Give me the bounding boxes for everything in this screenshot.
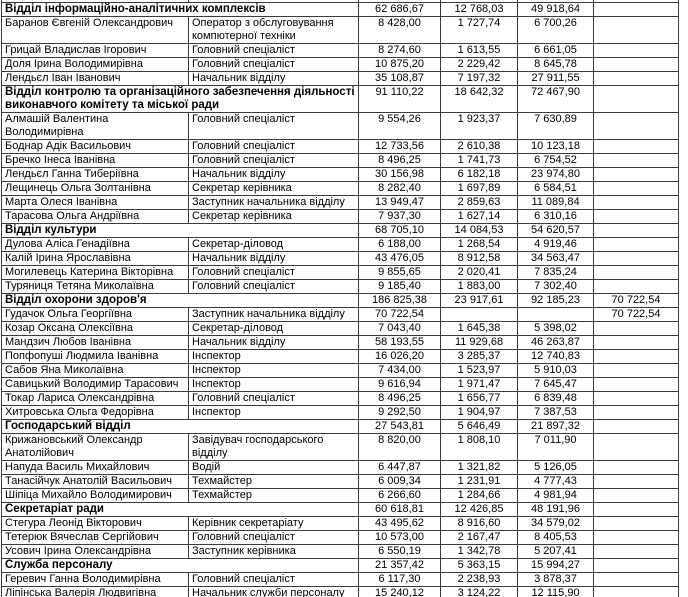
table-row bbox=[2, 280, 679, 294]
employee-position: Секретар керівника bbox=[189, 210, 359, 224]
employee-name: Лендьєл Ганна Тиберіївна bbox=[2, 168, 189, 182]
amount-cell: 35 108,87 bbox=[359, 72, 441, 86]
amount-cell: 6 182,18 bbox=[441, 168, 518, 182]
amount-cell: 9 616,94 bbox=[359, 378, 441, 392]
amount-cell: 6 754,52 bbox=[518, 154, 594, 168]
table-row bbox=[2, 266, 679, 280]
employee-position: Секретар керівника bbox=[189, 182, 359, 196]
amount-cell: 1 645,38 bbox=[441, 322, 518, 336]
amount-cell: 12 426,85 bbox=[441, 503, 518, 517]
amount-cell: 7 011,90 bbox=[518, 434, 594, 461]
table-row bbox=[2, 392, 679, 406]
amount-cell bbox=[594, 58, 679, 72]
amount-cell: 54 620,57 bbox=[518, 224, 594, 238]
employee-position: Головний спеціаліст bbox=[189, 44, 359, 58]
amount-cell: 21 897,32 bbox=[518, 420, 594, 434]
amount-cell bbox=[594, 266, 679, 280]
amount-cell: 1 923,37 bbox=[441, 113, 518, 140]
employee-name: Шіпіца Михайло Володимирович bbox=[2, 489, 189, 503]
section-title: Господарський відділ bbox=[2, 420, 359, 434]
amount-cell: 1 656,77 bbox=[441, 392, 518, 406]
amount-cell bbox=[594, 322, 679, 336]
amount-cell: 6 266,60 bbox=[359, 489, 441, 503]
table-row bbox=[2, 58, 679, 72]
amount-cell bbox=[594, 378, 679, 392]
employee-name: Савицький Володимир Тарасович bbox=[2, 378, 189, 392]
employee-name: Крижановський Олександр Анатолійович bbox=[2, 434, 189, 461]
employee-name: Хитровська Ольга Федорівна bbox=[2, 406, 189, 420]
employee-position: Інспектор bbox=[189, 364, 359, 378]
amount-cell bbox=[594, 72, 679, 86]
amount-cell: 43 495,62 bbox=[359, 517, 441, 531]
employee-position: Інспектор bbox=[189, 350, 359, 364]
amount-cell bbox=[594, 336, 679, 350]
amount-cell: 6 700,26 bbox=[518, 17, 594, 44]
amount-cell: 3 878,37 bbox=[518, 573, 594, 587]
table-row bbox=[2, 182, 679, 196]
amount-cell bbox=[594, 475, 679, 489]
amount-cell bbox=[594, 3, 679, 17]
amount-cell: 9 855,65 bbox=[359, 266, 441, 280]
amount-cell: 9 554,26 bbox=[359, 113, 441, 140]
employee-position: Головний спеціаліст bbox=[189, 140, 359, 154]
amount-cell bbox=[594, 392, 679, 406]
amount-cell: 27 911,55 bbox=[518, 72, 594, 86]
amount-cell bbox=[594, 503, 679, 517]
amount-cell: 21 357,42 bbox=[359, 559, 441, 573]
table-row bbox=[2, 475, 679, 489]
employee-name: Козар Оксана Олексіївна bbox=[2, 322, 189, 336]
amount-cell bbox=[594, 252, 679, 266]
employee-name: Лещинець Ольга Золтанівна bbox=[2, 182, 189, 196]
amount-cell: 72 467,90 bbox=[518, 86, 594, 113]
employee-position: Оператор з обслуговування компютерної техніки bbox=[189, 17, 359, 44]
employee-name: Токар Лариса Олександрівна bbox=[2, 392, 189, 406]
employee-position: Секретар-діловод bbox=[189, 238, 359, 252]
amount-cell: 92 185,23 bbox=[518, 294, 594, 308]
amount-cell: 10 875,20 bbox=[359, 58, 441, 72]
amount-cell: 1 321,82 bbox=[441, 461, 518, 475]
table-row bbox=[2, 545, 679, 559]
employee-position: Заступник начальника відділу bbox=[189, 308, 359, 322]
employee-position: Начальник відділу bbox=[189, 168, 359, 182]
employee-name: Геревич Ганна Володимирівна bbox=[2, 573, 189, 587]
employee-name: Доля Ірина Володимирівна bbox=[2, 58, 189, 72]
employee-name: Марта Олеся Іванівна bbox=[2, 196, 189, 210]
table-row bbox=[2, 113, 679, 140]
employee-name: Напуда Василь Михайлович bbox=[2, 461, 189, 475]
amount-cell bbox=[594, 545, 679, 559]
amount-cell: 10 573,00 bbox=[359, 531, 441, 545]
table-row bbox=[2, 489, 679, 503]
amount-cell: 1 231,91 bbox=[441, 475, 518, 489]
amount-cell: 11 929,68 bbox=[441, 336, 518, 350]
amount-cell: 8 645,78 bbox=[518, 58, 594, 72]
table-row bbox=[2, 531, 679, 545]
table-row bbox=[2, 44, 679, 58]
amount-cell bbox=[594, 168, 679, 182]
amount-cell: 7 043,40 bbox=[359, 322, 441, 336]
employee-position: Начальник відділу bbox=[189, 252, 359, 266]
amount-cell: 1 883,00 bbox=[441, 280, 518, 294]
amount-cell: 16 026,20 bbox=[359, 350, 441, 364]
employee-position: Техмайстер bbox=[189, 489, 359, 503]
amount-cell: 3 124,22 bbox=[441, 587, 518, 597]
amount-cell: 2 238,93 bbox=[441, 573, 518, 587]
section-title: Відділ контролю та організаційного забезпечення діяльності виконавчого комітету та міської ради bbox=[2, 86, 359, 113]
employee-position: Завідувач господарського відділу bbox=[189, 434, 359, 461]
amount-cell bbox=[594, 196, 679, 210]
amount-cell: 2 167,47 bbox=[441, 531, 518, 545]
employee-name: Могилевець Катерина Вікторівна bbox=[2, 266, 189, 280]
amount-cell: 7 835,24 bbox=[518, 266, 594, 280]
amount-cell: 12 115,90 bbox=[518, 587, 594, 597]
employee-position: Головний спеціаліст bbox=[189, 154, 359, 168]
amount-cell: 15 240,12 bbox=[359, 587, 441, 597]
amount-cell bbox=[594, 86, 679, 113]
amount-cell: 7 434,00 bbox=[359, 364, 441, 378]
amount-cell: 62 686,67 bbox=[359, 3, 441, 17]
table-row bbox=[2, 252, 679, 266]
table-row bbox=[2, 350, 679, 364]
amount-cell: 1 808,10 bbox=[441, 434, 518, 461]
employee-position: Заступник керівника bbox=[189, 545, 359, 559]
employee-name: Дулова Аліса Генадіївна bbox=[2, 238, 189, 252]
amount-cell: 8 820,00 bbox=[359, 434, 441, 461]
table-row bbox=[2, 322, 679, 336]
employee-name: Стегура Леонід Вікторович bbox=[2, 517, 189, 531]
amount-cell: 8 282,40 bbox=[359, 182, 441, 196]
table-row bbox=[2, 72, 679, 86]
amount-cell: 9 185,40 bbox=[359, 280, 441, 294]
amount-cell: 4 981,94 bbox=[518, 489, 594, 503]
amount-cell: 23 917,61 bbox=[441, 294, 518, 308]
amount-cell: 12 740,83 bbox=[518, 350, 594, 364]
section-row bbox=[2, 86, 679, 113]
amount-cell: 5 910,03 bbox=[518, 364, 594, 378]
amount-cell: 1 268,54 bbox=[441, 238, 518, 252]
employee-position: Інспектор bbox=[189, 378, 359, 392]
amount-cell: 4 777,43 bbox=[518, 475, 594, 489]
amount-cell: 11 089,84 bbox=[518, 196, 594, 210]
employee-name: Тетерюк Вячеслав Сергійович bbox=[2, 531, 189, 545]
section-title: Відділ охорони здоров'я bbox=[2, 294, 359, 308]
employee-position: Секретар-діловод bbox=[189, 322, 359, 336]
employee-name: Грицай Владислав Ігорович bbox=[2, 44, 189, 58]
amount-cell bbox=[594, 517, 679, 531]
amount-cell: 7 302,40 bbox=[518, 280, 594, 294]
table-row bbox=[2, 17, 679, 44]
amount-cell: 6 310,16 bbox=[518, 210, 594, 224]
amount-cell: 18 642,32 bbox=[441, 86, 518, 113]
employee-position: Головний спеціаліст bbox=[189, 392, 359, 406]
amount-cell: 3 285,37 bbox=[441, 350, 518, 364]
amount-cell: 1 284,66 bbox=[441, 489, 518, 503]
amount-cell bbox=[594, 587, 679, 597]
amount-cell: 1 523,97 bbox=[441, 364, 518, 378]
amount-cell: 9 292,50 bbox=[359, 406, 441, 420]
amount-cell: 23 974,80 bbox=[518, 168, 594, 182]
amount-cell: 1 613,55 bbox=[441, 44, 518, 58]
amount-cell: 6 661,05 bbox=[518, 44, 594, 58]
amount-cell: 5 646,49 bbox=[441, 420, 518, 434]
amount-cell bbox=[594, 182, 679, 196]
amount-cell: 5 398,02 bbox=[518, 322, 594, 336]
employee-position: Головний спеціаліст bbox=[189, 531, 359, 545]
amount-cell: 4 919,46 bbox=[518, 238, 594, 252]
section-title: Служба персоналу bbox=[2, 559, 359, 573]
employee-name: Алмашій Валентина Володимирівна bbox=[2, 113, 189, 140]
amount-cell bbox=[594, 210, 679, 224]
amount-cell: 27 543,81 bbox=[359, 420, 441, 434]
amount-cell: 48 191,96 bbox=[518, 503, 594, 517]
amount-cell bbox=[594, 559, 679, 573]
amount-cell: 70 722,54 bbox=[359, 308, 441, 322]
amount-cell: 2 020,41 bbox=[441, 266, 518, 280]
table-row bbox=[2, 573, 679, 587]
employee-position: Водій bbox=[189, 461, 359, 475]
amount-cell bbox=[594, 238, 679, 252]
employee-name: Попфопуші Людмила Іванівна bbox=[2, 350, 189, 364]
amount-cell: 6 447,87 bbox=[359, 461, 441, 475]
employee-position: Начальник відділу bbox=[189, 72, 359, 86]
employee-position: Заступник начальника відділу bbox=[189, 196, 359, 210]
amount-cell bbox=[594, 420, 679, 434]
employee-name: Мандзич Любов Іванівна bbox=[2, 336, 189, 350]
amount-cell: 6 584,51 bbox=[518, 182, 594, 196]
amount-cell: 6 117,30 bbox=[359, 573, 441, 587]
amount-cell: 70 722,54 bbox=[594, 294, 679, 308]
section-title: Секретаріат ради bbox=[2, 503, 359, 517]
employee-position: Начальник служби персоналу bbox=[189, 587, 359, 597]
table-row bbox=[2, 587, 679, 597]
table-row bbox=[2, 210, 679, 224]
amount-cell: 10 123,18 bbox=[518, 140, 594, 154]
table-row bbox=[2, 336, 679, 350]
employee-position: Начальник відділу bbox=[189, 336, 359, 350]
amount-cell: 1 904,97 bbox=[441, 406, 518, 420]
amount-cell: 8 405,53 bbox=[518, 531, 594, 545]
section-title: Відділ інформаційно-аналітичних комплексів bbox=[2, 3, 359, 17]
amount-cell: 5 126,05 bbox=[518, 461, 594, 475]
amount-cell: 1 727,74 bbox=[441, 17, 518, 44]
employee-name: Лендьєл Іван Іванович bbox=[2, 72, 189, 86]
section-row bbox=[2, 224, 679, 238]
amount-cell bbox=[594, 489, 679, 503]
employee-position: Головний спеціаліст bbox=[189, 113, 359, 140]
amount-cell bbox=[594, 350, 679, 364]
amount-cell: 15 994,27 bbox=[518, 559, 594, 573]
amount-cell: 7 937,30 bbox=[359, 210, 441, 224]
amount-cell: 12 768,03 bbox=[441, 3, 518, 17]
amount-cell: 46 263,87 bbox=[518, 336, 594, 350]
table-row bbox=[2, 517, 679, 531]
salary-table-body bbox=[2, 0, 679, 597]
employee-position: Інспектор bbox=[189, 406, 359, 420]
amount-cell: 1 627,14 bbox=[441, 210, 518, 224]
table-row bbox=[2, 196, 679, 210]
amount-cell: 43 476,05 bbox=[359, 252, 441, 266]
amount-cell: 34 563,47 bbox=[518, 252, 594, 266]
amount-cell: 49 918,64 bbox=[518, 3, 594, 17]
amount-cell bbox=[594, 364, 679, 378]
amount-cell: 1 741,73 bbox=[441, 154, 518, 168]
amount-cell: 30 156,98 bbox=[359, 168, 441, 182]
amount-cell: 5 207,41 bbox=[518, 545, 594, 559]
employee-name: Усович Ірина Олександрівна bbox=[2, 545, 189, 559]
amount-cell bbox=[594, 154, 679, 168]
amount-cell bbox=[594, 406, 679, 420]
amount-cell bbox=[594, 531, 679, 545]
employee-position: Головний спеціаліст bbox=[189, 573, 359, 587]
section-row bbox=[2, 3, 679, 17]
employee-name: Тарасова Ольга Андріївна bbox=[2, 210, 189, 224]
amount-cell: 14 084,53 bbox=[441, 224, 518, 238]
amount-cell: 1 342,78 bbox=[441, 545, 518, 559]
amount-cell: 70 722,54 bbox=[594, 308, 679, 322]
table-row bbox=[2, 168, 679, 182]
section-row bbox=[2, 559, 679, 573]
amount-cell bbox=[594, 113, 679, 140]
amount-cell: 2 229,42 bbox=[441, 58, 518, 72]
amount-cell: 12 733,56 bbox=[359, 140, 441, 154]
table-row bbox=[2, 434, 679, 461]
amount-cell bbox=[594, 224, 679, 238]
amount-cell bbox=[594, 280, 679, 294]
amount-cell: 5 363,15 bbox=[441, 559, 518, 573]
amount-cell bbox=[441, 308, 518, 322]
amount-cell: 7 387,53 bbox=[518, 406, 594, 420]
employee-name: Ліпінська Валерія Людвигівна bbox=[2, 587, 189, 597]
employee-position: Техмайстер bbox=[189, 475, 359, 489]
employee-name: Туряниця Тетяна Миколаївна bbox=[2, 280, 189, 294]
amount-cell: 6 188,00 bbox=[359, 238, 441, 252]
amount-cell: 2 859,63 bbox=[441, 196, 518, 210]
amount-cell bbox=[594, 573, 679, 587]
amount-cell: 8 274,60 bbox=[359, 44, 441, 58]
amount-cell: 8 916,60 bbox=[441, 517, 518, 531]
employee-position: Головний спеціаліст bbox=[189, 58, 359, 72]
amount-cell: 6 009,34 bbox=[359, 475, 441, 489]
employee-name: Сабов Яна Миколаївна bbox=[2, 364, 189, 378]
amount-cell: 7 645,47 bbox=[518, 378, 594, 392]
amount-cell: 68 705,10 bbox=[359, 224, 441, 238]
amount-cell bbox=[518, 308, 594, 322]
employee-name: Боднар Адік Васильович bbox=[2, 140, 189, 154]
section-row bbox=[2, 294, 679, 308]
amount-cell: 91 110,22 bbox=[359, 86, 441, 113]
amount-cell: 7 630,89 bbox=[518, 113, 594, 140]
employee-name: Баранов Євгеній Олександрович bbox=[2, 17, 189, 44]
section-row bbox=[2, 420, 679, 434]
amount-cell: 8 912,58 bbox=[441, 252, 518, 266]
table-row bbox=[2, 140, 679, 154]
amount-cell bbox=[594, 434, 679, 461]
employee-name: Гудачок Ольга Георгіївна bbox=[2, 308, 189, 322]
amount-cell bbox=[594, 461, 679, 475]
table-row bbox=[2, 378, 679, 392]
amount-cell: 1 697,89 bbox=[441, 182, 518, 196]
table-row bbox=[2, 364, 679, 378]
amount-cell: 2 610,38 bbox=[441, 140, 518, 154]
amount-cell: 6 839,48 bbox=[518, 392, 594, 406]
amount-cell: 13 949,47 bbox=[359, 196, 441, 210]
amount-cell: 6 550,19 bbox=[359, 545, 441, 559]
table-row bbox=[2, 461, 679, 475]
section-title: Відділ культури bbox=[2, 224, 359, 238]
employee-position: Головний спеціаліст bbox=[189, 280, 359, 294]
table-row bbox=[2, 308, 679, 322]
section-row bbox=[2, 503, 679, 517]
amount-cell: 8 496,25 bbox=[359, 392, 441, 406]
amount-cell: 8 496,25 bbox=[359, 154, 441, 168]
amount-cell: 34 579,02 bbox=[518, 517, 594, 531]
employee-name: Танасійчук Анатолій Васильович bbox=[2, 475, 189, 489]
employee-name: Бречко Інеса Іванівна bbox=[2, 154, 189, 168]
employee-position: Керівник секретаріату bbox=[189, 517, 359, 531]
employee-position: Головний спеціаліст bbox=[189, 266, 359, 280]
table-row bbox=[2, 154, 679, 168]
amount-cell bbox=[594, 44, 679, 58]
salary-table bbox=[1, 0, 679, 597]
amount-cell: 8 428,00 bbox=[359, 17, 441, 44]
amount-cell: 60 618,81 bbox=[359, 503, 441, 517]
table-row bbox=[2, 406, 679, 420]
amount-cell bbox=[594, 140, 679, 154]
table-row bbox=[2, 238, 679, 252]
amount-cell: 58 193,55 bbox=[359, 336, 441, 350]
amount-cell: 1 971,47 bbox=[441, 378, 518, 392]
amount-cell bbox=[594, 17, 679, 44]
amount-cell: 186 825,38 bbox=[359, 294, 441, 308]
amount-cell: 7 197,32 bbox=[441, 72, 518, 86]
employee-name: Калій Ірина Ярославівна bbox=[2, 252, 189, 266]
